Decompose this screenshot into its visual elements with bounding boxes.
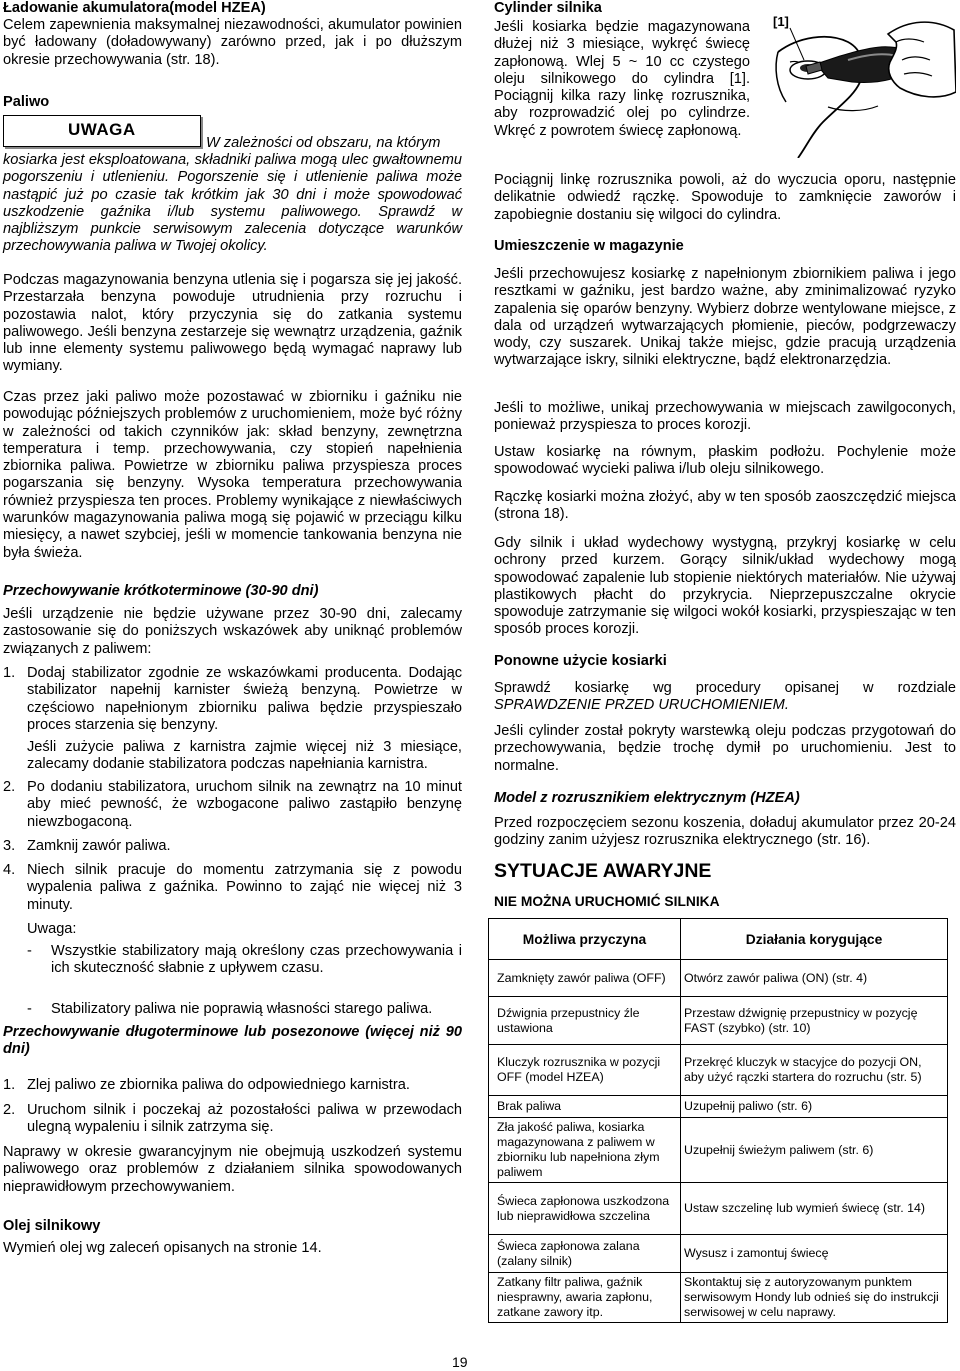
column-header-cause: Możliwa przyczyna	[489, 919, 681, 960]
short-step-2	[3, 779, 462, 831]
table-row	[489, 1096, 948, 1118]
note-dash: -	[27, 1001, 32, 1017]
step-number: 4.	[3, 862, 16, 878]
electric-text: Przed rozpoczęciem sezonu koszenia, doładuj akumulator przez 20-24 godziny zanim użyjesz rozrusznika elektrycznego (str. 16).	[494, 815, 956, 849]
short-step-1-note: Jeśli zużycie paliwa z karnistra zajmie więcej niż 3 miesiące, zalecamy dodanie stabilizatora podczas napełniania karnistra.	[27, 739, 462, 773]
step-number: 1.	[3, 665, 16, 681]
warning-inline: W zależności od obszaru, na którym	[206, 135, 441, 151]
step-text: Uruchom silnik i poczekaj aż pozostałości paliwa w przewodach ulegną wypaleniu i silnik zatrzyma się.	[27, 1102, 462, 1136]
warning-label: UWAGA	[68, 120, 136, 139]
reuse-text-1a: Sprawdź kosiarkę wg procedury opisanej w rozdziale	[494, 680, 956, 696]
table-row	[489, 1183, 948, 1235]
table-row	[489, 997, 948, 1045]
oil-heading: Olej silnikowy	[3, 1218, 101, 1234]
table-header-row	[489, 919, 948, 960]
step-number: 1.	[3, 1077, 16, 1093]
storage-text-1: Jeśli przechowujesz kosiarkę z napełnionym zbiornikiem paliwa i jego resztkami w gaźniku, jest bardzo ważne, aby zminimalizować ryzyko zapalenia się oparów benzyny. Wybierz dobrze wentylowane miejsce, z dala od urządzeń wytwarzających płomienie, pieców, podgrzewaczy wody, czy suszarek. Unikaj także miejsc, gdzie pracują urządzenia wytwarzające iskry, silniki elektryczne, bądź elektronarzędzia.	[494, 266, 956, 369]
action-cell: Przekręć kluczyk w stacyjce do pozycji ON, aby użyć rączki startera do rozruchu (str. 5)	[681, 1045, 948, 1096]
oil-bottle-hand-illustration	[768, 12, 956, 158]
reuse-heading: Ponowne użycie kosiarki	[494, 653, 667, 669]
emergency-heading: SYTUACJE AWARYJNE	[494, 860, 712, 882]
note-item-2	[27, 1001, 462, 1018]
electric-heading: Model z rozrusznikiem elektrycznym (HZEA)	[494, 790, 800, 806]
warranty-text: Naprawy w okresie gwarancyjnym nie obejmują uszkodzeń systemu paliwowego oraz problemów z działaniem silnika spowodowanych nieprawidłowym przechowywaniem.	[3, 1144, 462, 1195]
oil-text: Wymień olej wg zaleceń opisanych na stronie 14.	[3, 1240, 322, 1256]
column-header-action: Działania korygujące	[681, 919, 948, 960]
action-cell: Uzupełnij paliwo (str. 6)	[681, 1096, 948, 1118]
table-row	[489, 1273, 948, 1323]
short-step-4	[3, 862, 462, 914]
table-row	[489, 1118, 948, 1183]
short-step-3	[3, 838, 462, 855]
fuel-para-1: Podczas magazynowania benzyna utlenia się i pogarsza się jej jakość. Przestarzała benzyna powoduje utrudnienia przy rozruchu i pozostawia nalot, który przyczynia się do zatkania systemu paliwowego. Jeśli benzyna zestarzeje się wewnątrz urządzenia, gaźnik lub inne elementy systemu paliwowego będą wymagać naprawy lub wymiany.	[3, 272, 462, 375]
figure-callout: [1]	[773, 14, 789, 29]
storage-heading: Umieszczenie w magazynie	[494, 238, 684, 254]
troubleshooting-table	[488, 918, 948, 1323]
cause-cell: Zła jakość paliwa, kosiarka magazynowana z paliwem w zbiorniku lub napełniona złym paliwem	[489, 1118, 681, 1183]
storage-text-3: Ustaw kosiarkę na równym, płaskim podłożu. Pochylenie może spowodować wycieki paliwa i/lub oleju silnikowego.	[494, 444, 956, 478]
cylinder-heading: Cylinder silnika	[494, 0, 602, 16]
action-cell: Wysusz i zamontuj świecę	[681, 1235, 948, 1273]
cause-cell: Świeca zapłonowa uszkodzona lub nieprawidłowa szczelina	[489, 1183, 681, 1235]
charging-text: Celem zapewnienia maksymalnej niezawodności, akumulator powinien być ładowany (doładowywany) zarówno przed, jak i po dłuższym okresie przechowywania (str. 18).	[3, 17, 462, 68]
step-number: 2.	[3, 779, 16, 795]
step-text: Zamknij zawór paliwa.	[27, 838, 171, 854]
table-row	[489, 1235, 948, 1273]
step-number: 2.	[3, 1102, 16, 1118]
note-item-1	[27, 943, 462, 978]
action-cell: Przestaw dźwignię przepustnicy w pozycję FAST (szybko) (str. 10)	[681, 997, 948, 1045]
storage-text-4: Rączkę kosiarki można złożyć, aby w ten sposób zaoszczędzić miejsca (strona 18).	[494, 489, 956, 523]
cause-cell: Świeca zapłonowa zalana (zalany silnik)	[489, 1235, 681, 1273]
step-text: Zlej paliwo ze zbiornika paliwa do odpowiedniego karnistra.	[27, 1077, 410, 1093]
action-cell: Otwórz zawór paliwa (ON) (str. 4)	[681, 960, 948, 997]
troubleshooting-table-wrap	[488, 918, 948, 1323]
step-number: 3.	[3, 838, 16, 854]
action-cell: Ustaw szczelinę lub wymień świecę (str. 14)	[681, 1183, 948, 1235]
note-dash: -	[27, 943, 32, 959]
cause-cell: Kluczyk rozrusznika w pozycji OFF (model HZEA)	[489, 1045, 681, 1096]
note-label: Uwaga:	[27, 921, 77, 937]
step-text: Po dodaniu stabilizatora, uruchom silnik na zewnątrz na 10 minut aby mieć pewność, że wzbogacone paliwo zastąpiło benzynę niewzbogaconą.	[27, 779, 462, 830]
action-cell: Skontaktuj się z autoryzowanym punktem serwisowym Hondy lub odnieś się do instrukcji serwisowej w celu naprawy.	[681, 1273, 948, 1323]
reuse-text-1b: SPRAWDZENIE PRZED URUCHOMIENIEM.	[494, 697, 789, 713]
warning-text: kosiarka jest eksploatowana, składniki paliwa mogą ulec gwałtownemu pogorszeniu i utlenieniu. Pogorszenie się i utlenienie paliwa może nastąpić już po czasie tak krótkim jak 30 dni i może spowodować uszkodzenie gaźnika i/lub systemu paliwowego. Sprawdź w najbliższym punkcie serwisowym zalecenia dotyczące warunków przechowywania paliwa w Twojej okolicy.	[3, 152, 462, 255]
step-text: Niech silnik pracuje do momentu zatrzymania się z powodu wypalenia paliwa z gaźnika. Powinno to zająć nie więcej niż 3 minuty.	[27, 862, 462, 913]
fuel-heading: Paliwo	[3, 94, 50, 110]
charging-heading: Ładowanie akumulatora(model HZEA)	[3, 0, 266, 16]
cause-cell: Zamknięty zawór paliwa (OFF)	[489, 960, 681, 997]
table-row	[489, 960, 948, 997]
short-term-intro: Jeśli urządzenie nie będzie używane przez 30-90 dni, zalecamy zastosowanie się do poniższych wskazówek aby uniknąć problemów związanych z paliwem:	[3, 606, 462, 657]
note-text: Wszystkie stabilizatory mają określony czas przechowywania i ich skuteczność słabnie z upływem czasu.	[51, 943, 462, 977]
cause-cell: Dźwignia przepustnicy źle ustawiona	[489, 997, 681, 1045]
note-text: Stabilizatory paliwa nie poprawią własności starego paliwa.	[51, 1001, 433, 1017]
storage-text-5: Gdy silnik i układ wydechowy wystygną, przykryj kosiarkę w celu ochrony przed kurzem. Gorący silnik/układ wydechowy mogą spowodować zapalenie lub stopienie niektórych materiałów. Nie używaj plastikowych płacht do przykrycia. Nieprzepuszczalne okrycie spowoduje zatrzymanie się wilgoci wokół kosiarki, przyspieszając w ten sposób proces korozji.	[494, 535, 956, 638]
long-step-1	[3, 1077, 462, 1094]
cylinder-text: Jeśli kosiarka będzie magazynowana dłużej niż 3 miesiące, wykręć świecę zapłonową. Wlej 5 ~ 10 cc czystego oleju silnikowego do cylindra [1]. Pociągnij kilka razy linkę rozrusznika, aby rozprowadzić olej po cylindrze. Wkręć z powrotem świecę zapłonową.	[494, 19, 750, 139]
long-step-2	[3, 1102, 462, 1137]
step-text: Dodaj stabilizator zgodnie ze wskazówkami producenta. Dodając stabilizator napełnij karnister świeżą benzyną. Powietrze w częściowo napełnionym zbiorniku paliwa będzie przyspieszało proces starzenia się benzyny.	[27, 665, 462, 733]
storage-text-2: Jeśli to możliwe, unikaj przechowywania w miejscach zawilgoconych, ponieważ przyspiesza to proces korozji.	[494, 400, 956, 434]
no-start-heading: NIE MOŻNA URUCHOMIĆ SILNIKA	[494, 894, 720, 909]
table-row	[489, 1045, 948, 1096]
cause-cell: Brak paliwa	[489, 1096, 681, 1118]
fuel-para-2: Czas przez jaki paliwo może pozostawać w zbiorniku i gaźniku nie powodując późniejszych problemów z uruchomieniem, może być różny w zależności od takich czynników jak: skład benzyny, zewnętrzna temperatura i temp. przechowywania, czy stopień napełnienia zbiornika paliwa. Powietrze w zbiorniku paliwa przyspiesza proces pogarszania się benzyny. Wysoka temperatura przechowywania również przyspiesza ten proces. Problemy wynikające z niewłaściwych warunków magazynowania paliwa mogą się pojawić w przeciągu kilku miesięcy, a nawet szybciej, jeśli w momencie tankowania benzyna nie była świeża.	[3, 389, 462, 561]
reuse-text-2: Jeśli cylinder został pokryty warstewką oleju podczas przygotowań do przechowywania, będzie trochę dymił po uruchomieniu. Jest to normalne.	[494, 723, 956, 774]
cause-cell: Zatkany filtr paliwa, gaźnik niesprawny, awaria zapłonu, zatkane zawory itp.	[489, 1273, 681, 1323]
short-step-1	[3, 665, 462, 734]
long-term-heading: Przechowywanie długoterminowe lub posezonowe (więcej niż 90 dni)	[3, 1024, 462, 1058]
warning-box	[3, 115, 201, 147]
cylinder-text-2: Pociągnij linkę rozrusznika powoli, aż do wyczucia oporu, następnie delikatnie odwiedź rączkę. Spowoduje to zamknięcie zaworów i zapobiegnie dostaniu się wilgoci do cylindra.	[494, 172, 956, 223]
short-term-heading: Przechowywanie krótkoterminowe (30-90 dni)	[3, 583, 319, 599]
action-cell: Uzupełnij świeżym paliwem (str. 6)	[681, 1118, 948, 1183]
oil-cylinder-figure	[768, 12, 956, 158]
page-number: 19	[452, 1354, 468, 1370]
